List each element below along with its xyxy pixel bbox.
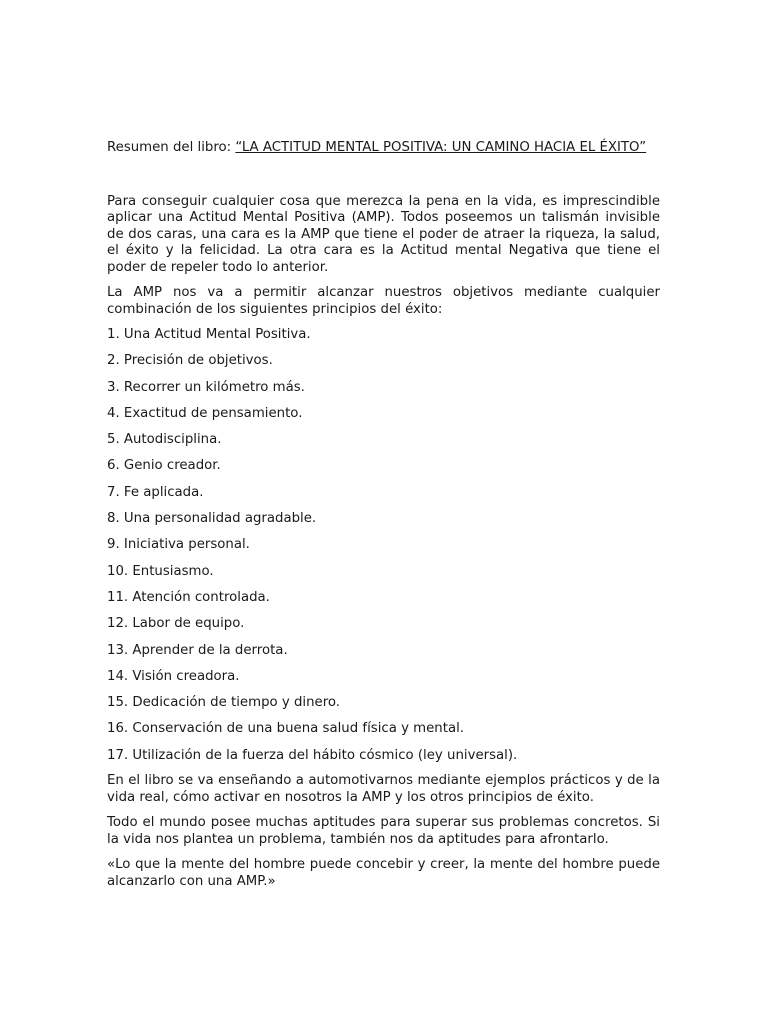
- principle-item: 5. Autodisciplina.: [107, 432, 222, 448]
- principle-item: 4. Exactitud de pensamiento.: [107, 405, 303, 421]
- principle-item: 14. Visión creadora.: [107, 668, 240, 684]
- principle-item: 15. Dedicación de tiempo y dinero.: [107, 695, 341, 711]
- principle-item: 8. Una personalidad agradable.: [107, 511, 317, 527]
- book-title: “LA ACTITUD MENTAL POSITIVA: UN CAMINO HACIA EL ÉXITO”: [235, 140, 647, 155]
- principle-item: 9. Iniciativa personal.: [107, 537, 250, 553]
- closing-paragraph: Todo el mundo posee muchas aptitudes para superar sus problemas concretos. Si la vida nos plantea un problema, también nos da aptitudes para afrontarlo.: [107, 815, 660, 847]
- principle-item: 6. Genio creador.: [107, 458, 221, 474]
- principle-item: 13. Aprender de la derrota.: [107, 642, 288, 658]
- heading-prefix: Resumen del libro:: [107, 140, 236, 155]
- principles-intro-paragraph: La AMP nos va a permitir alcanzar nuestros objetivos mediante cualquier combinación de los siguientes principios del éxito:: [107, 285, 660, 317]
- principles-list: [107, 327, 660, 764]
- principle-item: 11. Atención controlada.: [107, 589, 270, 605]
- closing-paragraph: En el libro se va enseñando a automotivarnos mediante ejemplos prácticos y de la vida real, cómo activar en nosotros la AMP y los otros principios de éxito.: [107, 773, 660, 805]
- principle-item: 2. Precisión de objetivos.: [107, 353, 273, 369]
- quote-paragraph: «Lo que la mente del hombre puede concebir y creer, la mente del hombre puede alcanzarlo con una AMP.»: [107, 857, 660, 889]
- principle-item: 7. Fe aplicada.: [107, 484, 204, 500]
- principle-item: 10. Entusiasmo.: [107, 563, 214, 579]
- principle-item: 1. Una Actitud Mental Positiva.: [107, 327, 311, 342]
- document-page: [107, 140, 660, 890]
- document-heading: [107, 140, 660, 157]
- principle-item: 3. Recorrer un kilómetro más.: [107, 379, 305, 395]
- principle-item: 17. Utilización de la fuerza del hábito cósmico (ley universal).: [107, 747, 518, 763]
- intro-paragraph: Para conseguir cualquier cosa que merezca la pena en la vida, es imprescindible aplicar una Actitud Mental Positiva (AMP). Todos poseemos un talismán invisible de dos caras, una cara es la AMP que tiene el poder de atraer la riqueza, la salud, el éxito y la felicidad. La otra cara es la Actitud mental Negativa que tiene el poder de repeler todo lo anterior.: [107, 193, 660, 275]
- principle-item: 16. Conservación de una buena salud física y mental.: [107, 721, 465, 737]
- principle-item: 12. Labor de equipo.: [107, 616, 245, 632]
